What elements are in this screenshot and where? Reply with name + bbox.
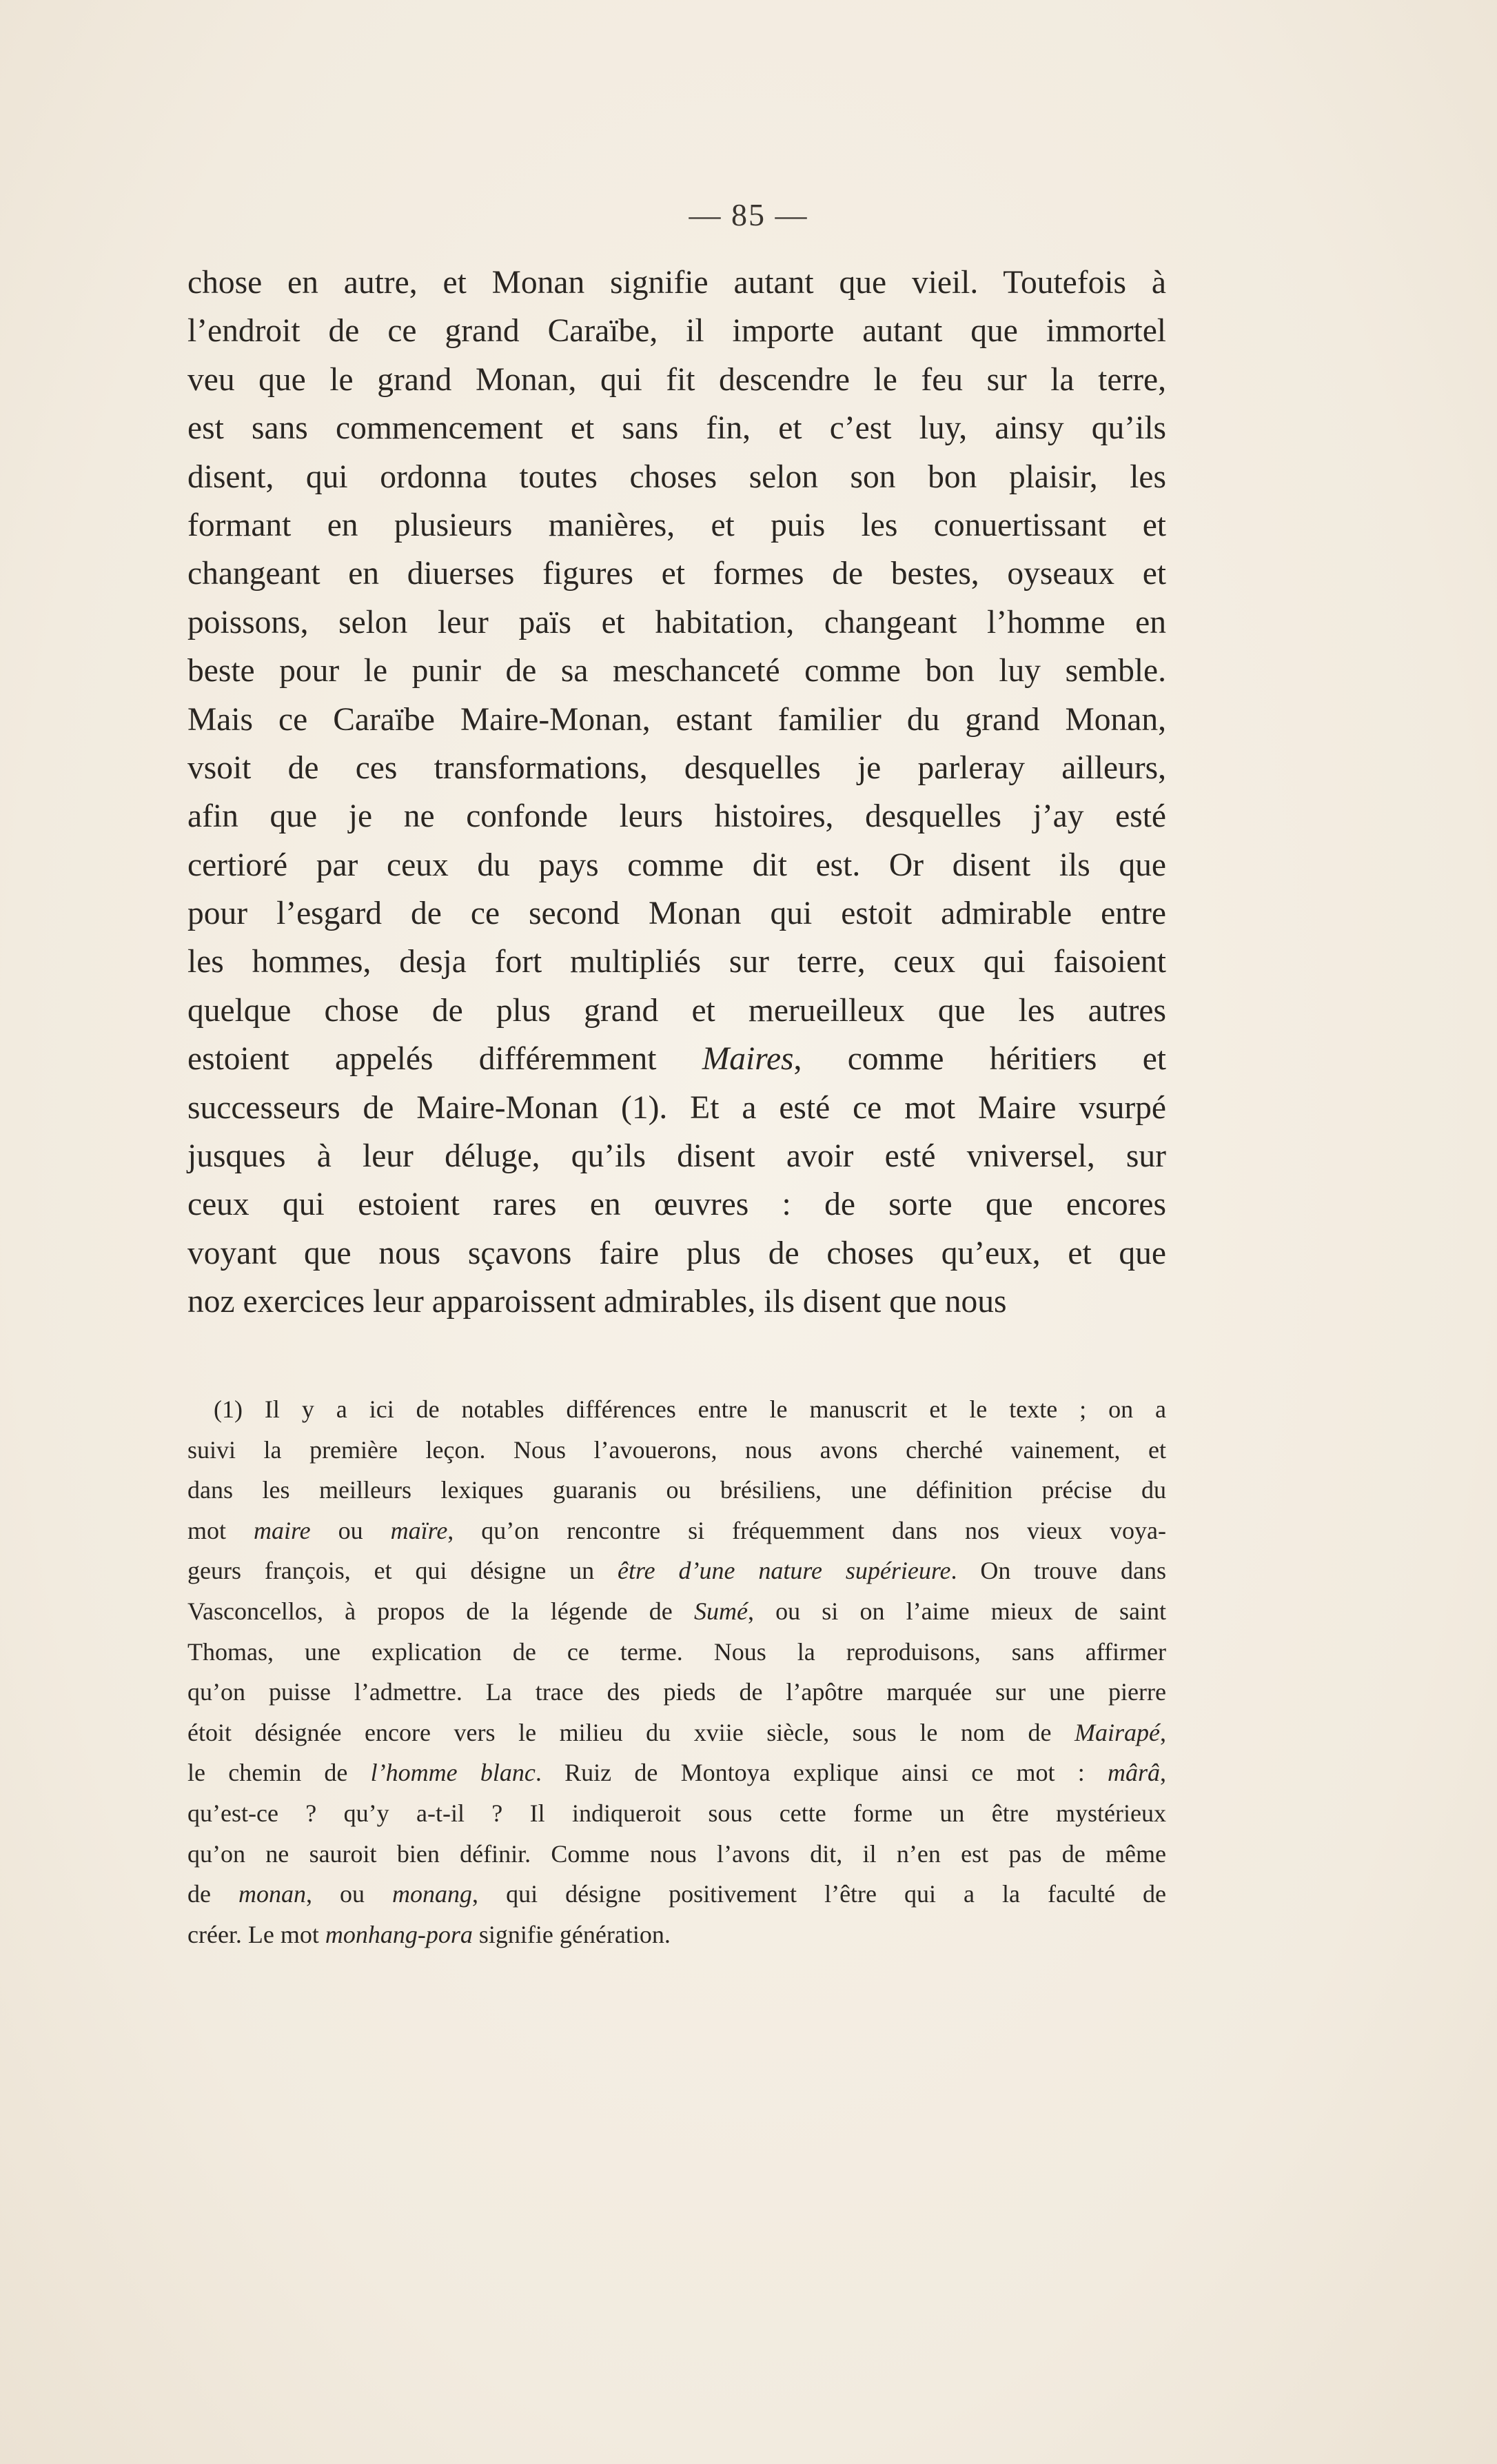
- text-run: ,: [1160, 1718, 1166, 1746]
- text-run: , qui désigne positivement l’être qui a la faculté de: [472, 1880, 1166, 1908]
- text-line: est sans commencement et sans fin, et c’est luy, ainsy qu’ils: [187, 410, 1166, 447]
- text-line: certioré par ceux du pays comme dit est. Or disent ils que: [187, 847, 1166, 883]
- footnote-line: dans les meilleurs lexiques guaranis ou brésiliens, une définition précise du: [187, 1476, 1166, 1504]
- text-run: ou: [310, 1516, 391, 1544]
- text-line: voyant que nous sçavons faire plus de choses qu’eux, et que: [187, 1235, 1166, 1271]
- text-line: changeant en diuerses figures et formes de bestes, oyseaux et: [187, 556, 1166, 592]
- text-run: geurs françois, et qui désigne un: [187, 1557, 618, 1585]
- text-run: Vasconcellos, à propos de la légende de: [187, 1597, 694, 1625]
- text-run: , comme héritiers et: [793, 1041, 1166, 1078]
- footnote-line: qu’est-ce ? qu’y a-t-il ? Il indiqueroit sous cette forme un être mystérieux: [187, 1799, 1166, 1827]
- text-line: poissons, selon leur païs et habitation, changeant l’homme en: [187, 604, 1166, 640]
- italic-term: Maires: [702, 1041, 794, 1078]
- footnote-line: qu’on ne sauroit bien définir. Comme nous l’avons dit, il n’en est pas de même: [187, 1839, 1166, 1868]
- text-run: ,: [1160, 1759, 1166, 1787]
- text-line: veu que le grand Monan, qui fit descendre le feu sur la terre,: [187, 361, 1166, 398]
- text-line: les hommes, desja fort multipliés sur terre, ceux qui faisoient: [187, 944, 1166, 980]
- footnote-line: [187, 1591, 1166, 1632]
- footnote-line: Thomas, une explication de ce terme. Nous la reproduisons, sans affirmer: [187, 1637, 1166, 1666]
- main-text: [187, 259, 1166, 1326]
- text-line: formant en plusieurs manières, et puis les conuertissant et: [187, 507, 1166, 543]
- italic-term: monan: [238, 1880, 306, 1908]
- text-line: [187, 1035, 1166, 1083]
- text-run: signifie génération.: [472, 1920, 671, 1948]
- text-run: de: [187, 1880, 238, 1908]
- footnote: [187, 1389, 1166, 1955]
- footnote-line: [187, 1551, 1166, 1591]
- text-line: jusques à leur déluge, qu’ils disent avoir esté vniversel, sur: [187, 1138, 1166, 1175]
- footnote-line: qu’on puisse l’admettre. La trace des pieds de l’apôtre marquée sur une pierre: [187, 1678, 1166, 1706]
- text-run: créer. Le mot: [187, 1920, 325, 1948]
- text-line: successeurs de Maire-Monan (1). Et a esté ce mot Maire vsurpé: [187, 1089, 1166, 1126]
- italic-term: l’homme blanc: [370, 1759, 536, 1787]
- footnote-line: [187, 1511, 1166, 1551]
- footnote-line: [187, 1713, 1166, 1753]
- italic-term: Sumé: [693, 1597, 748, 1625]
- text-line: noz exercices leur apparoissent admirables, ils disent que nous: [187, 1284, 1007, 1320]
- footnote-line: suivi la première leçon. Nous l’avouerons, nous avons cherché vainement, et: [187, 1435, 1166, 1464]
- italic-term: mârâ: [1107, 1759, 1160, 1787]
- text-line: quelque chose de plus grand et merueilleux que les autres: [187, 992, 1166, 1029]
- text-run: , qu’on rencontre si fréquemment dans nos vieux voya-: [447, 1516, 1166, 1544]
- italic-term: Mairapé: [1075, 1718, 1160, 1746]
- text-line: afin que je ne confonde leurs histoires, desquelles j’ay esté: [187, 798, 1166, 835]
- text-run: , ou: [306, 1880, 393, 1908]
- text-line: Mais ce Caraïbe Maire-Monan, estant familier du grand Monan,: [187, 701, 1166, 738]
- text-run: , ou si on l’aime mieux de saint: [747, 1597, 1167, 1625]
- page-number: — 85 —: [689, 197, 808, 232]
- text-line: vsoit de ces transformations, desquelles je parleray ailleurs,: [187, 749, 1166, 786]
- text-line: pour l’esgard de ce second Monan qui estoit admirable entre: [187, 896, 1166, 932]
- text-line: chose en autre, et Monan signifie autant que vieil. Toutefois à: [187, 265, 1166, 301]
- footnote-line: [187, 1915, 1166, 1955]
- text-run: . On trouve dans: [950, 1557, 1166, 1585]
- italic-term: monhang-pora: [325, 1920, 473, 1948]
- italic-term: maïre: [390, 1516, 448, 1544]
- footnote-line: (1) Il y a ici de notables différences entre le manuscrit et le texte ; on a: [214, 1395, 1166, 1423]
- italic-term: être d’une nature supérieure: [618, 1557, 951, 1585]
- footnote-line: [187, 1874, 1166, 1915]
- italic-term: monang: [392, 1880, 473, 1908]
- text-run: le chemin de: [187, 1759, 371, 1787]
- text-run: étoit désignée encore vers le milieu du xviie siècle, sous le nom de: [187, 1718, 1075, 1746]
- text-run: mot: [187, 1516, 254, 1544]
- text-line: l’endroit de ce grand Caraïbe, il importe autant que immortel: [187, 313, 1166, 350]
- text-line: ceux qui estoient rares en œuvres : de sorte que encores: [187, 1186, 1166, 1223]
- text-line: beste pour le punir de sa meschanceté comme bon luy semble.: [187, 653, 1166, 689]
- text-run: estoient appelés différemment: [187, 1041, 702, 1078]
- footnote-line: [187, 1753, 1166, 1793]
- text-run: . Ruiz de Montoya explique ainsi ce mot :: [535, 1759, 1108, 1787]
- italic-term: maire: [254, 1516, 311, 1544]
- text-line: disent, qui ordonna toutes choses selon son bon plaisir, les: [187, 458, 1166, 495]
